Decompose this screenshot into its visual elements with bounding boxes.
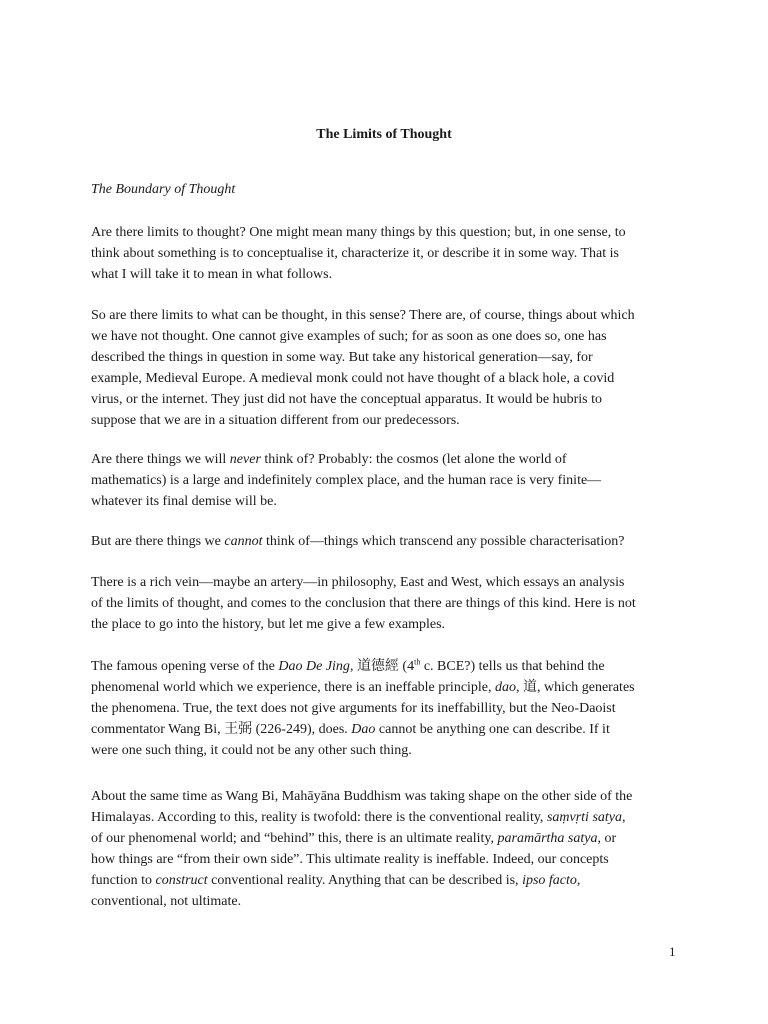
paragraph xyxy=(91,656,691,761)
italic-text: construct xyxy=(155,873,208,888)
text-run: of our phenomenal world; and “behind” this, there is an ultimate reality, xyxy=(91,831,498,846)
text-run: Are there limits to thought? One might mean many things by this question; but, in one sense, to xyxy=(91,225,626,240)
paragraph-line xyxy=(91,593,691,614)
text-run: The famous opening verse of the xyxy=(91,659,279,674)
paragraph-line xyxy=(91,891,691,912)
text-run: , xyxy=(576,873,581,888)
document-title: The Limits of Thought xyxy=(316,127,452,142)
paragraph xyxy=(91,572,691,635)
text-run: how things are “from their own side”. This ultimate reality is ineffable. Indeed, our concepts xyxy=(91,852,609,867)
text-run: Are there things we will xyxy=(91,452,230,467)
italic-text: cannot xyxy=(224,534,263,549)
text-run: mathematics) is a large and indefinitely complex place, and the human race is very finite— xyxy=(91,473,602,488)
paragraph-line xyxy=(91,491,691,512)
superscript-text: th xyxy=(414,657,421,667)
text-run: were one such thing, it could not be any other such thing. xyxy=(91,743,412,758)
italic-text: Dao De Jing xyxy=(278,659,350,674)
paragraph-line xyxy=(91,531,691,552)
italic-text: paramārtha satya xyxy=(497,831,598,846)
paragraph-line xyxy=(91,870,691,891)
paragraph-line xyxy=(91,368,691,389)
paragraph-line xyxy=(91,222,691,243)
paragraph xyxy=(91,786,691,912)
text-run: , or xyxy=(597,831,617,846)
text-run: think about something is to conceptualise it, characterize it, or describe it in some way. That is xyxy=(91,246,619,261)
text-run: commentator Wang Bi, 王弼 (226-249), does. xyxy=(91,722,352,737)
paragraph xyxy=(91,531,691,552)
paragraph-line xyxy=(91,264,691,285)
text-run: we have not thought. One cannot give examples of such; for as soon as one does so, one has xyxy=(91,329,607,344)
paragraph-line xyxy=(91,305,691,326)
paragraph-line xyxy=(91,389,691,410)
italic-text: Dao xyxy=(351,722,376,737)
paragraph-line xyxy=(91,698,691,719)
paragraph-line xyxy=(91,410,691,431)
text-run: Himalayas. According to this, reality is twofold: there is the conventional reality, xyxy=(91,810,547,825)
paragraph-line xyxy=(91,786,691,807)
text-run: About the same time as Wang Bi, Mahāyāna Buddhism was taking shape on the other side of the xyxy=(91,789,633,804)
text-run: phenomenal world which we experience, there is an ineffable principle, xyxy=(91,680,496,695)
text-run: conventional, not ultimate. xyxy=(91,894,242,909)
paragraph-line xyxy=(91,326,691,347)
paragraph xyxy=(91,305,691,431)
text-run: of the limits of thought, and comes to the conclusion that there are things of this kind. Here is not xyxy=(91,596,636,611)
paragraph-line xyxy=(91,807,691,828)
paragraph-line xyxy=(91,243,691,264)
paragraph-line xyxy=(91,677,691,698)
paragraph-line xyxy=(91,740,691,761)
text-run: virus, or the internet. They just did not have the conceptual apparatus. It would be hubris to xyxy=(91,392,603,407)
paragraph-line xyxy=(91,449,691,470)
paragraph-line xyxy=(91,849,691,870)
text-run: described the things in question in some way. But take any historical generation—say, for xyxy=(91,350,593,365)
text-run: suppose that we are in a situation different from our predecessors. xyxy=(91,413,460,428)
text-run: , 道, which generates xyxy=(516,680,635,695)
italic-text: ipso facto xyxy=(522,873,577,888)
paragraph-line xyxy=(91,828,691,849)
text-run: , xyxy=(622,810,626,825)
paragraph-line xyxy=(91,614,691,635)
text-run: , 道德經 (4 xyxy=(349,659,415,674)
text-run: example, Medieval Europe. A medieval monk could not have thought of a black hole, a covid xyxy=(91,371,615,386)
paragraph-line xyxy=(91,719,691,740)
text-run: But are there things we xyxy=(91,534,225,549)
text-run: think of? Probably: the cosmos (let alone the world of xyxy=(260,452,567,467)
text-run: function to xyxy=(91,873,156,888)
paragraph-line xyxy=(91,347,691,368)
section-heading: The Boundary of Thought xyxy=(91,182,236,197)
text-run: the place to go into the history, but let me give a few examples. xyxy=(91,617,446,632)
italic-text: dao xyxy=(495,680,517,695)
text-run: conventional reality. Anything that can be described is, xyxy=(207,873,523,888)
paragraph xyxy=(91,449,691,512)
italic-text: never xyxy=(229,452,261,467)
text-run: There is a rich vein—maybe an artery—in philosophy, East and West, which essays an analysis xyxy=(91,575,625,590)
text-run: So are there limits to what can be thought, in this sense? There are, of course, things about which xyxy=(91,308,635,323)
text-run: the phenomena. True, the text does not give arguments for its ineffabillity, but the Neo-Daoist xyxy=(91,701,616,716)
paragraph-line xyxy=(91,470,691,491)
text-run: think of—things which transcend any possible characterisation? xyxy=(262,534,625,549)
paragraph-line xyxy=(91,572,691,593)
page-number: 1 xyxy=(669,944,676,959)
italic-text: saṃvṛti satya xyxy=(546,810,622,825)
text-run: whatever its final demise will be. xyxy=(91,494,277,509)
text-run: c. BCE?) tells us that behind the xyxy=(420,659,605,674)
text-run: cannot be anything one can describe. If it xyxy=(375,722,610,737)
paragraph-line xyxy=(91,656,691,677)
text-run: what I will take it to mean in what follows. xyxy=(91,267,333,282)
paragraph xyxy=(91,222,691,285)
